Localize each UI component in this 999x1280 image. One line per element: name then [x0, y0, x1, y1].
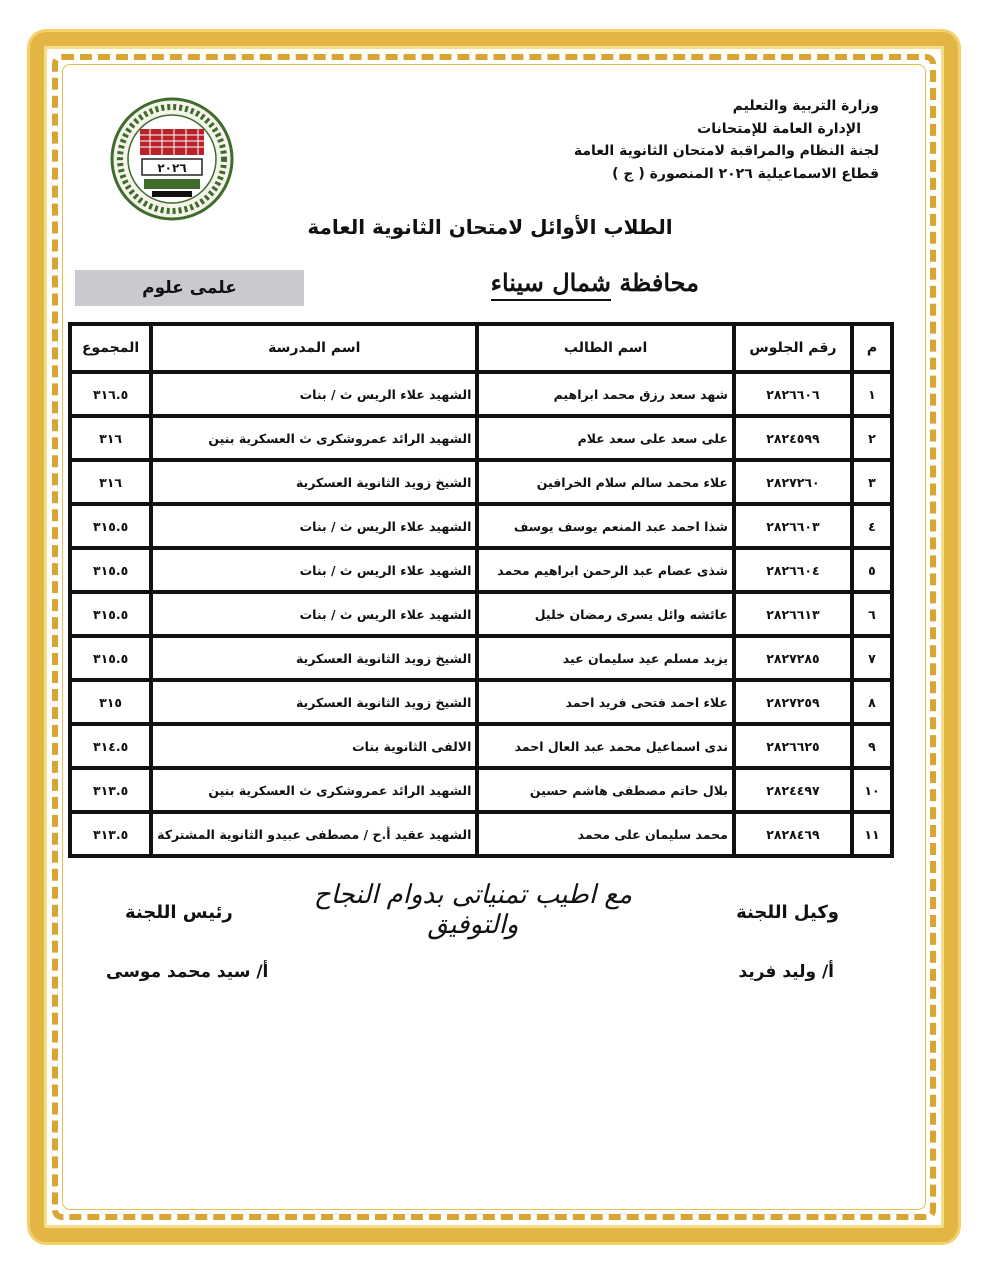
row-num: ٤	[852, 504, 892, 548]
school-name: الشهيد علاء الريس ث / بنات	[151, 548, 477, 592]
school-name: الشهيد علاء الريس ث / بنات	[151, 504, 477, 548]
school-name: الشيخ زويد الثانوية العسكرية	[151, 680, 477, 724]
total-score: ٣١٥.٥	[70, 548, 151, 592]
seat-number: ٢٨٢٦٦٠٤	[734, 548, 852, 592]
track-badge: علمى علوم	[75, 270, 304, 306]
header-line-exams-admin: الإدارة العامة للإمتحانات	[697, 120, 861, 137]
student-name: شذى عصام عبد الرحمن ابراهيم محمد	[477, 548, 734, 592]
row-num: ٧	[852, 636, 892, 680]
seat-number: ٢٨٢٦٦١٣	[734, 592, 852, 636]
deputy-name: أ/ وليد فريد	[738, 962, 834, 982]
table-row	[70, 636, 892, 680]
student-name: يزيد مسلم عيد سليمان عيد	[477, 636, 734, 680]
table-row	[70, 812, 892, 856]
student-name: علاء محمد سالم سلام الخرافين	[477, 460, 734, 504]
total-score: ٣١٤.٥	[70, 724, 151, 768]
school-name: الشيخ زويد الثانوية العسكرية	[151, 460, 477, 504]
ministry-header	[459, 95, 879, 185]
table-row	[70, 416, 892, 460]
committee-seal-logo	[110, 97, 234, 221]
deputy-label: وكيل اللجنة	[736, 902, 839, 923]
school-name: الشهيد الرائد عمروشكرى ث العسكرية بنين	[151, 768, 477, 812]
row-num: ٦	[852, 592, 892, 636]
top-students-table	[68, 322, 894, 858]
chair-name: أ/ سيد محمد موسى	[106, 962, 269, 982]
school-name: الشهيد علاء الريس ث / بنات	[151, 592, 477, 636]
table-row	[70, 592, 892, 636]
table-row	[70, 460, 892, 504]
seat-number: ٢٨٢٨٤٦٩	[734, 812, 852, 856]
row-num: ١٠	[852, 768, 892, 812]
seat-number: ٢٨٢٤٥٩٩	[734, 416, 852, 460]
wishes-handwriting: مع اطيب تمنياتى بدوام النجاح والتوفيق	[313, 880, 633, 940]
seat-number: ٢٨٢٧٢٥٩	[734, 680, 852, 724]
table-row	[70, 372, 892, 416]
row-num: ٣	[852, 460, 892, 504]
header-num: م	[852, 324, 892, 372]
chair-label: رئيس اللجنة	[125, 902, 233, 923]
header-seat-number: رقم الجلوس	[734, 324, 852, 372]
page-title: الطلاب الأوائل لامتحان الثانوية العامة	[307, 215, 673, 239]
row-num: ٨	[852, 680, 892, 724]
governorate-prefix: محافظة	[619, 268, 699, 297]
student-name: شذا احمد عبد المنعم يوسف يوسف	[477, 504, 734, 548]
school-name: الشيخ زويد الثانوية العسكرية	[151, 636, 477, 680]
total-score: ٣١٦	[70, 416, 151, 460]
governorate-label	[491, 268, 699, 301]
student-name: علاء احمد فتحى فريد احمد	[477, 680, 734, 724]
total-score: ٣١٦	[70, 460, 151, 504]
row-num: ٩	[852, 724, 892, 768]
row-num: ٢	[852, 416, 892, 460]
seat-number: ٢٨٢٧٢٨٥	[734, 636, 852, 680]
student-name: محمد سليمان على محمد	[477, 812, 734, 856]
header-total: المجموع	[70, 324, 151, 372]
seat-number: ٢٨٢٤٤٩٧	[734, 768, 852, 812]
total-score: ٣١٣.٥	[70, 768, 151, 812]
governorate-name: شمال سيناء	[491, 268, 611, 301]
student-name: بلال حاتم مصطفى هاشم حسين	[477, 768, 734, 812]
header-student-name: اسم الطالب	[477, 324, 734, 372]
student-name: عائشه وائل يسرى رمضان خليل	[477, 592, 734, 636]
header-line-sector: قطاع الاسماعيلية ٢٠٢٦ المنصورة ( ج )	[612, 165, 879, 182]
table-header-row	[70, 324, 892, 372]
school-name: الشهيد الرائد عمروشكرى ث العسكرية بنين	[151, 416, 477, 460]
total-score: ٣١٣.٥	[70, 812, 151, 856]
total-score: ٣١٦.٥	[70, 372, 151, 416]
student-name: ندى اسماعيل محمد عبد العال احمد	[477, 724, 734, 768]
seat-number: ٢٨٢٦٦٢٥	[734, 724, 852, 768]
row-num: ١١	[852, 812, 892, 856]
seat-number: ٢٨٢٦٦٠٦	[734, 372, 852, 416]
total-score: ٣١٥	[70, 680, 151, 724]
student-name: شهد سعد رزق محمد ابراهيم	[477, 372, 734, 416]
seal-year: ٢٠٢٦	[157, 161, 187, 175]
seat-number: ٢٨٢٦٦٠٣	[734, 504, 852, 548]
table-row	[70, 504, 892, 548]
school-name: الشهيد عقيد أ.ح / مصطفى عبيدو الثانوية المشتركة	[151, 812, 477, 856]
seat-number: ٢٨٢٧٢٦٠	[734, 460, 852, 504]
row-num: ١	[852, 372, 892, 416]
row-num: ٥	[852, 548, 892, 592]
school-name: الالفى الثانوية بنات	[151, 724, 477, 768]
header-line-ministry: وزارة التربية والتعليم	[732, 98, 879, 114]
total-score: ٣١٥.٥	[70, 592, 151, 636]
header-school-name: اسم المدرسة	[151, 324, 477, 372]
header-line-committee: لجنة النظام والمراقبة لامتحان الثانوية العامة	[573, 143, 879, 159]
table-row	[70, 680, 892, 724]
school-name: الشهيد علاء الريس ث / بنات	[151, 372, 477, 416]
table-row	[70, 548, 892, 592]
total-score: ٣١٥.٥	[70, 504, 151, 548]
student-name: على سعد على سعد علام	[477, 416, 734, 460]
table-row	[70, 768, 892, 812]
total-score: ٣١٥.٥	[70, 636, 151, 680]
table-row	[70, 724, 892, 768]
